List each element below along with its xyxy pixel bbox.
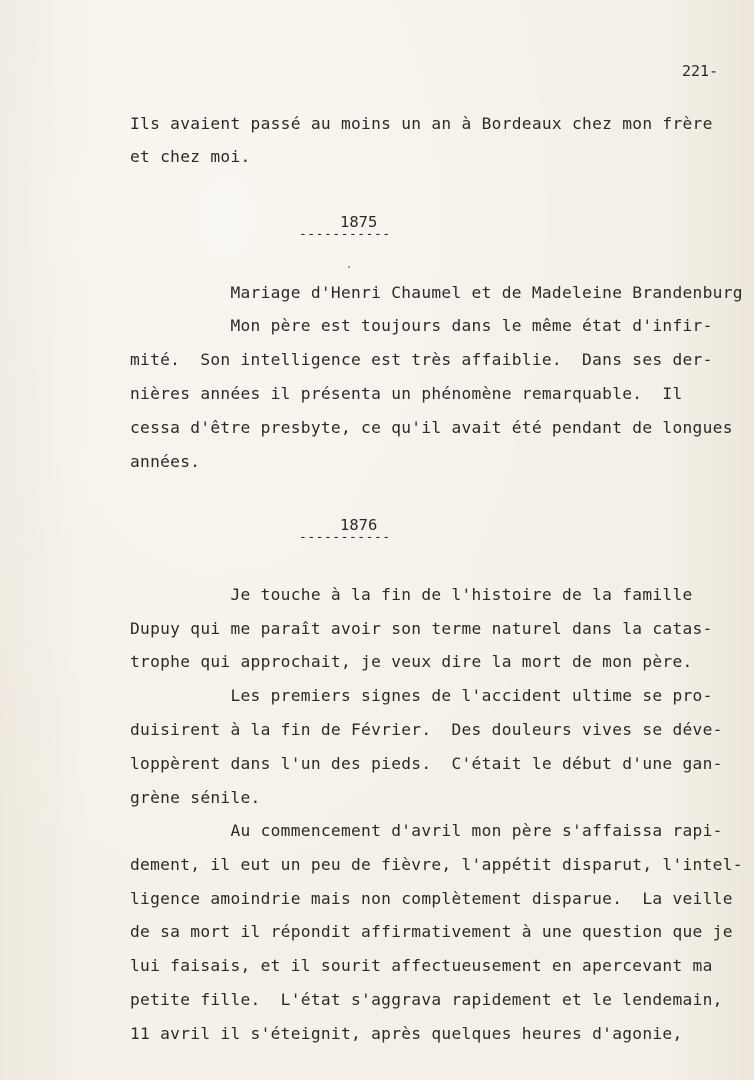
text-line: petite fille. L'état s'aggrava rapidement et le lendemain, <box>130 990 723 1009</box>
text-line: mité. Son intelligence est très affaiblie. Dans ses der- <box>130 350 713 369</box>
section-underline: ----------- <box>299 530 391 545</box>
text-line: 11 avril il s'éteignit, après quelques heures d'agonie, <box>130 1024 683 1043</box>
text-line: Ils avaient passé au moins un an à Bordeaux chez mon frère <box>130 114 713 133</box>
text-line: nières années il présenta un phénomène remarquable. Il <box>130 384 683 403</box>
text-line: dement, il eut un peu de fièvre, l'appétit disparut, l'intel- <box>130 855 743 874</box>
text-line: grène sénile. <box>130 788 261 807</box>
ink-speck <box>348 266 350 268</box>
text-line: cessa d'être presbyte, ce qu'il avait été pendant de longues <box>130 418 733 437</box>
section-year-1876: 1876 <box>340 516 378 534</box>
text-line: duisirent à la fin de Février. Des douleurs vives se déve- <box>130 720 723 739</box>
text-line: années. <box>130 452 201 471</box>
section-underline: ----------- <box>299 227 391 242</box>
text-line: lui faisais, et il sourit affectueusement en apercevant ma <box>130 956 713 975</box>
text-line: ligence amoindrie mais non complètement disparue. La veille <box>130 889 733 908</box>
text-line: Au commencement d'avril mon père s'affaissa rapi- <box>130 821 723 840</box>
text-line: Mon père est toujours dans le même état d'infir- <box>130 316 713 335</box>
text-line: Mariage d'Henri Chaumel et de Madeleine Brandenburg <box>130 283 743 302</box>
text-line: loppèrent dans l'un des pieds. C'était le début d'une gan- <box>130 754 723 773</box>
text-line: trophe qui approchait, je veux dire la mort de mon père. <box>130 652 693 671</box>
page-number: 221- <box>682 62 719 80</box>
text-line: Dupuy qui me paraît avoir son terme naturel dans la catas- <box>130 619 713 638</box>
text-line: et chez moi. <box>130 147 251 166</box>
text-line: de sa mort il répondit affirmativement à une question que je <box>130 922 733 941</box>
text-line: Je touche à la fin de l'histoire de la famille <box>130 585 693 604</box>
text-line: Les premiers signes de l'accident ultime se pro- <box>130 686 713 705</box>
section-year-1875: 1875 <box>340 213 378 231</box>
